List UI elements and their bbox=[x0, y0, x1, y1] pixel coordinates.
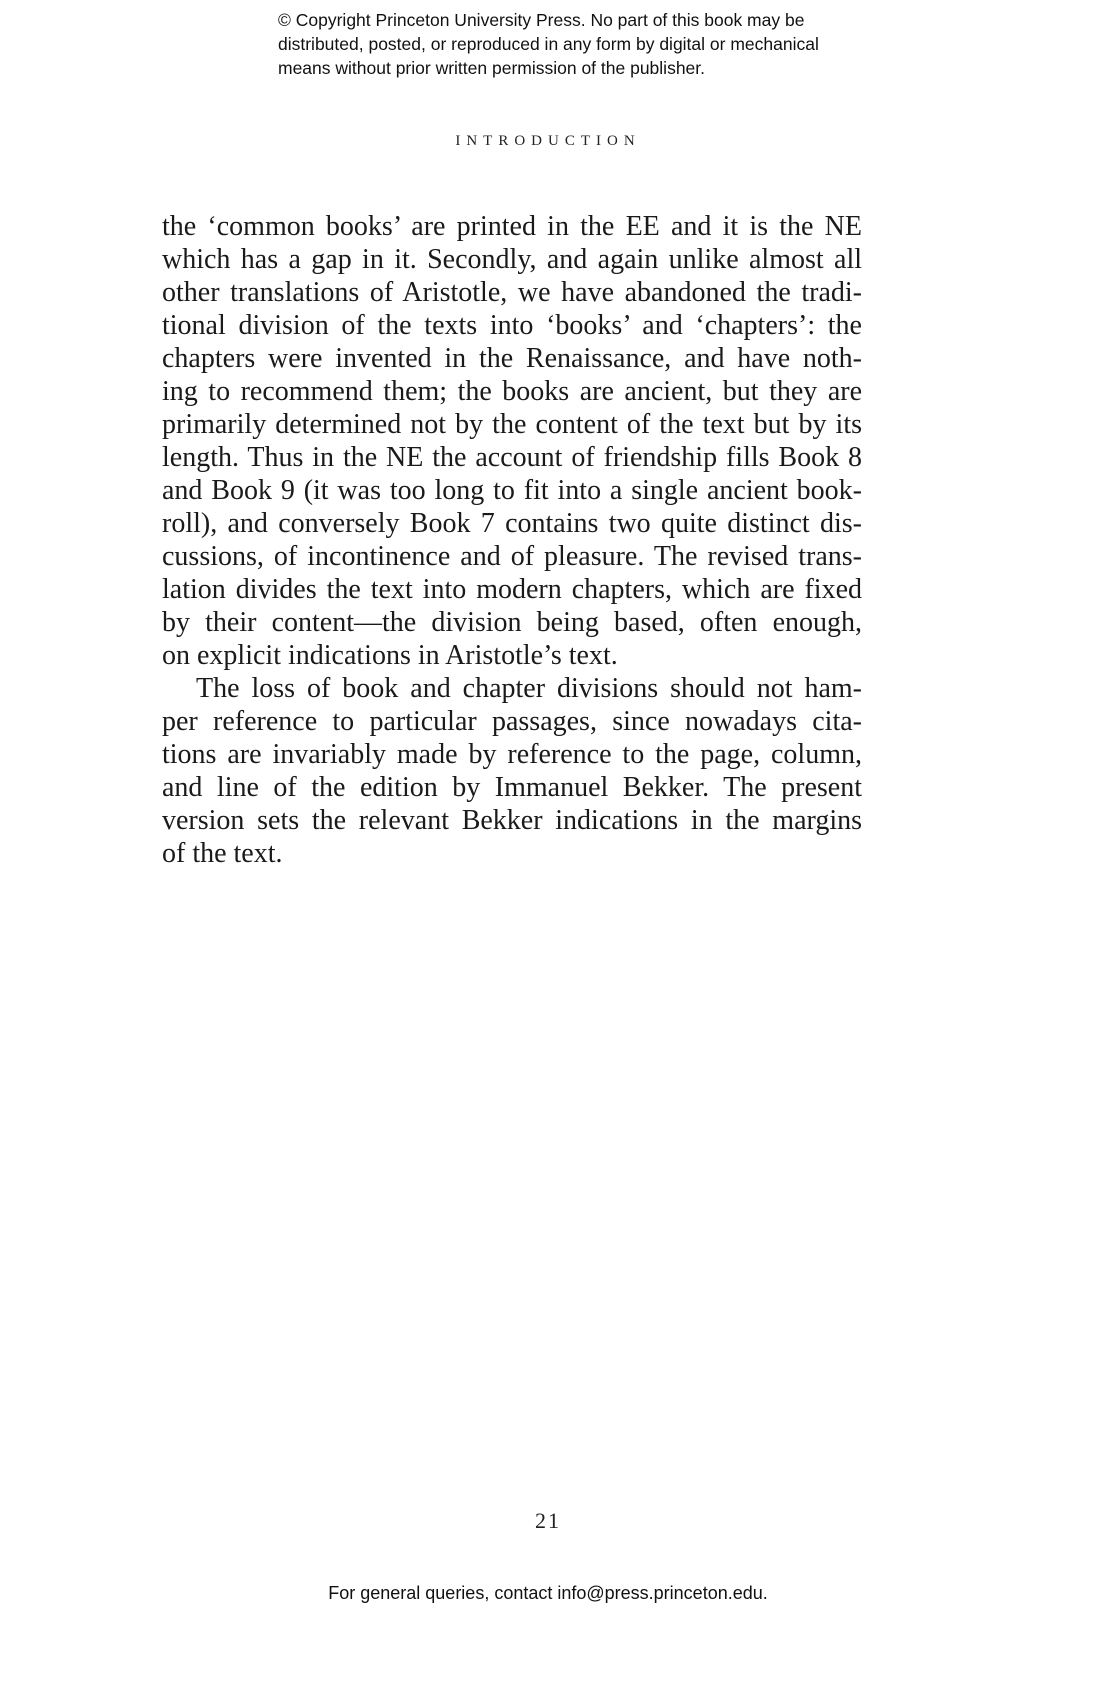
text-line: on explicit indications in Aristotle’s text. bbox=[162, 640, 618, 671]
text-line: lation divides the text into modern chapters, which are fixed bbox=[162, 574, 862, 605]
text-line: by their content—the division being based, often enough, bbox=[162, 607, 862, 638]
text-line: which has a gap in it. Secondly, and again unlike almost all bbox=[162, 244, 862, 275]
body-text bbox=[162, 210, 862, 870]
running-head: INTRODUCTION bbox=[455, 133, 641, 149]
text-line: cussions, of incontinence and of pleasure. The revised trans- bbox=[162, 541, 862, 572]
text-line: of the text. bbox=[162, 838, 283, 869]
page-number: 21 bbox=[535, 1508, 561, 1533]
text-line: length. Thus in the NE the account of friendship fills Book 8 bbox=[162, 442, 862, 473]
paragraph bbox=[162, 672, 862, 870]
text-line: the ‘common books’ are printed in the EE and it is the NE bbox=[162, 211, 862, 242]
text-line: chapters were invented in the Renaissance, and have noth- bbox=[162, 343, 862, 374]
text-line: per reference to particular passages, since nowadays cita- bbox=[162, 706, 862, 737]
text-line: and Book 9 (it was too long to fit into a single ancient book- bbox=[162, 475, 862, 506]
text-line: roll), and conversely Book 7 contains two quite distinct dis- bbox=[162, 508, 862, 539]
text-line: other translations of Aristotle, we have abandoned the tradi- bbox=[162, 277, 862, 308]
text-line: ing to recommend them; the books are ancient, but they are bbox=[162, 376, 862, 407]
text-line: primarily determined not by the content of the text but by its bbox=[162, 409, 862, 440]
text-line: tional division of the texts into ‘books’ and ‘chapters’: the bbox=[162, 310, 862, 341]
footer-contact: For general queries, contact info@press.princeton.edu. bbox=[328, 1583, 768, 1603]
text-line: tions are invariably made by reference to the page, column, bbox=[162, 739, 862, 770]
text-line: version sets the relevant Bekker indications in the margins bbox=[162, 805, 862, 836]
paragraph bbox=[162, 210, 862, 672]
copyright-line: means without prior written permission of the publisher. bbox=[278, 58, 706, 78]
copyright-notice bbox=[278, 8, 918, 80]
text-line: and line of the edition by Immanuel Bekker. The present bbox=[162, 772, 862, 803]
copyright-line: © Copyright Princeton University Press. No part of this book may be bbox=[278, 10, 805, 30]
copyright-line: distributed, posted, or reproduced in any form by digital or mechanical bbox=[278, 34, 819, 54]
text-line: The loss of book and chapter divisions should not ham- bbox=[196, 673, 862, 704]
